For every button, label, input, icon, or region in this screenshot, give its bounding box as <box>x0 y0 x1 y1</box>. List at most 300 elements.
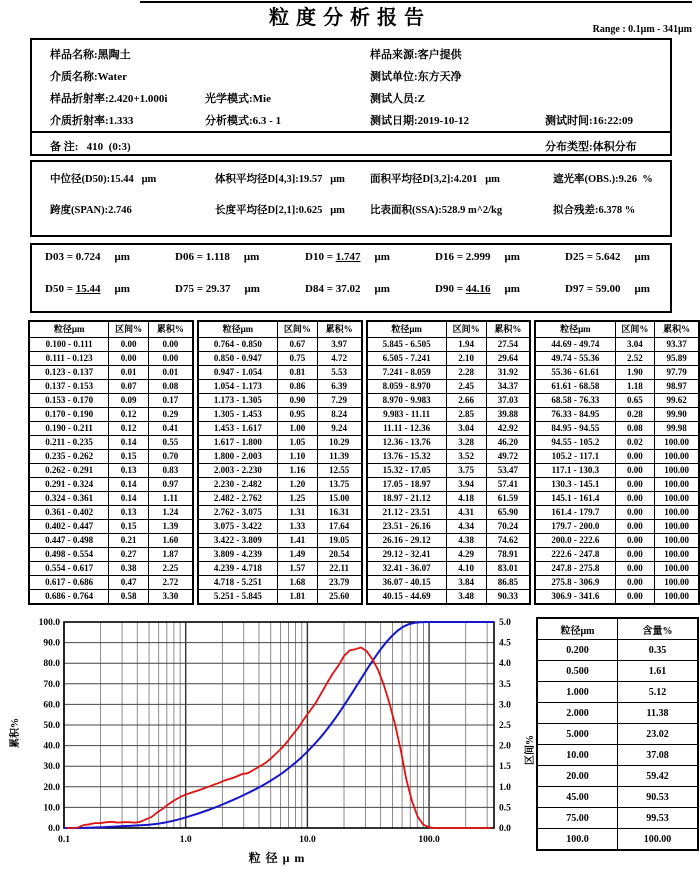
table-row <box>198 408 362 422</box>
field: 测试时间:16:22:09 <box>545 115 633 127</box>
axis-tick-label: 3.0 <box>499 700 511 711</box>
table-cell: 98.97 <box>655 380 699 394</box>
table-cell: 61.59 <box>486 492 530 506</box>
table-row <box>29 436 193 450</box>
field-row <box>32 65 670 87</box>
table-row <box>198 352 362 366</box>
table-cell: 0.262 - 0.291 <box>29 464 109 478</box>
d-number: 5.642 <box>595 251 621 263</box>
d-number: 44.16 <box>465 283 491 295</box>
table-row <box>29 590 193 605</box>
table-cell: 0.498 - 0.554 <box>29 548 109 562</box>
table-row <box>535 492 699 506</box>
table-cell: 117.1 - 130.3 <box>535 464 615 478</box>
table-header-cell: 粒径μm <box>198 321 278 338</box>
distribution-table <box>28 320 700 605</box>
table-row <box>535 366 699 380</box>
table-cell: 0.13 <box>109 464 149 478</box>
table-cell: 9.24 <box>317 422 361 436</box>
table-cell: 0.15 <box>109 450 149 464</box>
table-cell: 0.12 <box>109 422 149 436</box>
table-row <box>29 520 193 534</box>
table-cell: 100.00 <box>655 436 699 450</box>
table-cell: 0.15 <box>109 520 149 534</box>
d-number: 0.724 <box>75 251 101 263</box>
table-cell: 31.92 <box>486 366 530 380</box>
field: 跨度(SPAN):2.746 <box>50 205 132 216</box>
d-number: 1.747 <box>335 251 361 263</box>
d-row <box>32 248 670 280</box>
right-axis-label: 区间% <box>525 735 536 765</box>
table-cell: 0.38 <box>109 562 149 576</box>
d-unit: μm <box>374 283 390 295</box>
side-cell: 2.000 <box>537 703 618 724</box>
table-cell: 1.87 <box>149 548 193 562</box>
table-cell: 95.89 <box>655 352 699 366</box>
axis-tick-label: 80.0 <box>43 659 60 670</box>
table-cell: 4.31 <box>446 506 486 520</box>
side-cell: 59.42 <box>618 766 699 787</box>
table-cell: 0.90 <box>278 394 318 408</box>
table-cell: 0.554 - 0.617 <box>29 562 109 576</box>
table-cell: 100.00 <box>655 534 699 548</box>
table-cell: 222.6 - 247.8 <box>535 548 615 562</box>
table-cell: 7.29 <box>317 394 361 408</box>
axis-tick-label: 0.0 <box>499 824 511 834</box>
table-cell: 2.66 <box>446 394 486 408</box>
table-cell: 0.29 <box>149 408 193 422</box>
table-cell: 16.31 <box>317 506 361 520</box>
side-cell: 1.000 <box>537 682 618 703</box>
table-cell: 1.81 <box>278 590 318 605</box>
table-cell: 97.79 <box>655 366 699 380</box>
table-cell: 37.03 <box>486 394 530 408</box>
table-cell: 1.60 <box>149 534 193 548</box>
side-cell: 0.35 <box>618 640 699 661</box>
side-row <box>537 724 698 745</box>
table-row <box>367 506 531 520</box>
table-row <box>367 366 531 380</box>
field-row <box>32 87 670 109</box>
table-cell: 39.88 <box>486 408 530 422</box>
table-cell: 1.11 <box>149 492 193 506</box>
table-row <box>535 534 699 548</box>
table-header-cell: 累积% <box>655 321 699 338</box>
side-cell: 10.00 <box>537 745 618 766</box>
d-value: D25 = 5.642 μm <box>565 251 650 263</box>
table-cell: 11.39 <box>317 450 361 464</box>
side-cell: 20.00 <box>537 766 618 787</box>
field: 比表面积(SSA):528.9 m^2/kg <box>370 205 503 216</box>
sample-info-box <box>30 38 672 156</box>
table-cell: 1.20 <box>278 478 318 492</box>
table-cell: 2.72 <box>149 576 193 590</box>
table-cell: 0.764 - 0.850 <box>198 338 278 352</box>
table-row <box>535 464 699 478</box>
table-cell: 10.29 <box>317 436 361 450</box>
table-cell: 0.153 - 0.170 <box>29 394 109 408</box>
axis-tick-label: 0.1 <box>58 835 70 845</box>
d-value: D06 = 1.118 μm <box>175 251 260 263</box>
table-header-row <box>198 321 362 338</box>
table-cell: 3.04 <box>446 422 486 436</box>
table-cell: 11.11 - 12.36 <box>367 422 447 436</box>
table-cell: 145.1 - 161.4 <box>535 492 615 506</box>
table-cell: 83.01 <box>486 562 530 576</box>
table-cell: 306.9 - 341.6 <box>535 590 615 605</box>
table-cell: 99.62 <box>655 394 699 408</box>
field: 介质名称:Water <box>50 71 127 83</box>
table-header-cell: 区间% <box>615 321 655 338</box>
table-cell: 5.251 - 5.845 <box>198 590 278 605</box>
table-cell: 53.47 <box>486 464 530 478</box>
table-cell: 6.39 <box>317 380 361 394</box>
table-row <box>29 394 193 408</box>
table-cell: 0.123 - 0.137 <box>29 366 109 380</box>
table-cell: 29.12 - 32.41 <box>367 548 447 562</box>
axis-tick-label: 3.5 <box>499 679 511 690</box>
table-cell: 100.00 <box>655 450 699 464</box>
field-row <box>32 199 670 230</box>
d-unit: μm <box>504 283 520 295</box>
table-cell: 3.97 <box>317 338 361 352</box>
content-summary-table <box>536 617 699 851</box>
d-value: D16 = 2.999 μm <box>435 251 520 263</box>
d-value: D10 = 1.747 μm <box>305 251 390 263</box>
field: 长度平均径D[2,1]:0.625 μm <box>215 205 345 216</box>
field: 面积平均径D[3,2]:4.201 μm <box>370 174 500 185</box>
table-cell: 99.90 <box>655 408 699 422</box>
table-cell: 3.422 - 3.809 <box>198 534 278 548</box>
field: 中位径(D50):15.44 μm <box>50 174 157 185</box>
table-cell: 5.845 - 6.505 <box>367 338 447 352</box>
table-cell: 4.10 <box>446 562 486 576</box>
table-cell: 8.970 - 9.983 <box>367 394 447 408</box>
table-cell: 27.54 <box>486 338 530 352</box>
table-cell: 3.48 <box>446 590 486 605</box>
table-row <box>367 450 531 464</box>
field: 测试单位:东方天净 <box>370 71 462 83</box>
table-row <box>198 338 362 352</box>
table-cell: 161.4 - 179.7 <box>535 506 615 520</box>
table-cell: 0.00 <box>149 338 193 352</box>
table-row <box>535 590 699 605</box>
table-cell: 0.65 <box>615 394 655 408</box>
table-row <box>29 338 193 352</box>
table-cell: 49.72 <box>486 450 530 464</box>
table-cell: 0.41 <box>149 422 193 436</box>
table-cell: 2.003 - 2.230 <box>198 464 278 478</box>
table-cell: 1.305 - 1.453 <box>198 408 278 422</box>
table-cell: 0.00 <box>109 338 149 352</box>
field-row <box>32 168 670 199</box>
table-cell: 0.00 <box>615 562 655 576</box>
field: 分析模式:6.3 - 1 <box>205 115 282 127</box>
table-cell: 0.08 <box>615 422 655 436</box>
table-row <box>29 380 193 394</box>
table-row <box>535 422 699 436</box>
distribution-table-group <box>366 320 532 605</box>
table-cell: 26.16 - 29.12 <box>367 534 447 548</box>
table-cell: 0.07 <box>109 380 149 394</box>
axis-tick-label: 2.0 <box>499 741 511 752</box>
table-cell: 0.00 <box>615 548 655 562</box>
table-cell: 200.0 - 222.6 <box>535 534 615 548</box>
table-row <box>29 464 193 478</box>
table-cell: 20.54 <box>317 548 361 562</box>
table-header-cell: 累积% <box>486 321 530 338</box>
table-row <box>198 464 362 478</box>
distribution-table-group <box>534 320 700 605</box>
table-cell: 15.00 <box>317 492 361 506</box>
table-cell: 0.170 - 0.190 <box>29 408 109 422</box>
table-row <box>535 520 699 534</box>
table-row <box>367 464 531 478</box>
table-cell: 100.00 <box>655 548 699 562</box>
page-title: 粒度分析报告 <box>269 7 431 29</box>
table-cell: 3.75 <box>446 464 486 478</box>
side-cell: 37.08 <box>618 745 699 766</box>
d-unit: μm <box>374 251 390 263</box>
table-cell: 1.57 <box>278 562 318 576</box>
table-cell: 0.09 <box>109 394 149 408</box>
table-cell: 100.00 <box>655 492 699 506</box>
field: 样品折射率:2.420+1.000i <box>50 93 168 105</box>
table-cell: 1.800 - 2.003 <box>198 450 278 464</box>
table-cell: 61.61 - 68.58 <box>535 380 615 394</box>
table-row <box>29 352 193 366</box>
d-value: D84 = 37.02 μm <box>305 283 390 295</box>
axis-tick-label: 4.0 <box>499 659 511 670</box>
table-row <box>535 436 699 450</box>
table-row <box>367 408 531 422</box>
axis-tick-label: 90.0 <box>43 638 60 649</box>
table-header-row <box>367 321 531 338</box>
table-cell: 17.05 - 18.97 <box>367 478 447 492</box>
table-cell: 86.85 <box>486 576 530 590</box>
d-value: D90 = 44.16 μm <box>435 283 520 295</box>
table-cell: 49.74 - 55.36 <box>535 352 615 366</box>
table-header-cell: 累积% <box>149 321 193 338</box>
table-cell: 90.33 <box>486 590 530 605</box>
chart-svg <box>22 615 534 851</box>
table-cell: 100.00 <box>655 520 699 534</box>
table-row <box>367 478 531 492</box>
field: 介质折射率:1.333 <box>50 115 134 127</box>
side-cell: 5.12 <box>618 682 699 703</box>
table-cell: 0.58 <box>109 590 149 605</box>
table-row <box>535 506 699 520</box>
table-cell: 13.75 <box>317 478 361 492</box>
table-cell: 179.7 - 200.0 <box>535 520 615 534</box>
side-cell: 100.00 <box>618 829 699 851</box>
table-cell: 0.402 - 0.447 <box>29 520 109 534</box>
table-cell: 2.762 - 3.075 <box>198 506 278 520</box>
axis-tick-label: 100.0 <box>38 618 60 628</box>
axis-tick-label: 2.5 <box>499 721 511 731</box>
table-cell: 40.15 - 44.69 <box>367 590 447 605</box>
table-cell: 1.617 - 1.800 <box>198 436 278 450</box>
table-row <box>535 380 699 394</box>
table-row <box>367 380 531 394</box>
table-row <box>367 422 531 436</box>
table-cell: 1.173 - 1.305 <box>198 394 278 408</box>
field: 样品名称:黑陶土 <box>50 49 131 61</box>
table-cell: 13.76 - 15.32 <box>367 450 447 464</box>
table-cell: 29.64 <box>486 352 530 366</box>
table-row <box>198 520 362 534</box>
distribution-table-group <box>28 320 194 605</box>
axis-tick-label: 4.5 <box>499 638 511 649</box>
table-cell: 42.92 <box>486 422 530 436</box>
axis-tick-label: 0.5 <box>499 803 511 814</box>
table-cell: 1.68 <box>278 576 318 590</box>
distribution-chart <box>22 615 534 851</box>
table-cell: 0.686 - 0.764 <box>29 590 109 605</box>
table-row <box>198 450 362 464</box>
d-row <box>32 280 670 312</box>
table-cell: 0.14 <box>109 478 149 492</box>
side-row <box>537 661 698 682</box>
d-unit: μm <box>634 283 650 295</box>
table-cell: 0.70 <box>149 450 193 464</box>
table-cell: 1.05 <box>278 436 318 450</box>
table-cell: 23.79 <box>317 576 361 590</box>
table-cell: 8.24 <box>317 408 361 422</box>
d-value: D75 = 29.37 μm <box>175 283 260 295</box>
table-row <box>29 366 193 380</box>
table-cell: 0.21 <box>109 534 149 548</box>
table-cell: 1.49 <box>278 548 318 562</box>
table-cell: 1.39 <box>149 520 193 534</box>
table-row <box>29 422 193 436</box>
table-row <box>198 534 362 548</box>
side-cell: 75.00 <box>537 808 618 829</box>
table-cell: 9.983 - 11.11 <box>367 408 447 422</box>
table-cell: 0.01 <box>149 366 193 380</box>
table-cell: 7.241 - 8.059 <box>367 366 447 380</box>
table-cell: 130.3 - 145.1 <box>535 478 615 492</box>
table-cell: 1.10 <box>278 450 318 464</box>
table-cell: 0.00 <box>615 576 655 590</box>
table-header-cell: 区间% <box>109 321 149 338</box>
table-cell: 0.617 - 0.686 <box>29 576 109 590</box>
table-cell: 2.10 <box>446 352 486 366</box>
table-header-cell: 粒径μm <box>535 321 615 338</box>
interval-curve <box>67 648 491 829</box>
table-row <box>367 338 531 352</box>
table-row <box>198 590 362 605</box>
table-cell: 0.14 <box>109 436 149 450</box>
table-cell: 0.00 <box>109 352 149 366</box>
table-cell: 15.32 - 17.05 <box>367 464 447 478</box>
table-cell: 32.41 - 36.07 <box>367 562 447 576</box>
axis-tick-label: 20.0 <box>43 782 60 793</box>
table-cell: 0.00 <box>615 506 655 520</box>
d-number: 59.00 <box>595 283 621 295</box>
table-cell: 1.18 <box>615 380 655 394</box>
table-cell: 0.27 <box>109 548 149 562</box>
table-cell: 1.41 <box>278 534 318 548</box>
table-cell: 19.05 <box>317 534 361 548</box>
table-cell: 2.230 - 2.482 <box>198 478 278 492</box>
table-header-row <box>29 321 193 338</box>
table-cell: 0.211 - 0.235 <box>29 436 109 450</box>
d-value: D97 = 59.00 μm <box>565 283 650 295</box>
d-value: D03 = 0.724 μm <box>45 251 130 263</box>
table-cell: 0.00 <box>615 478 655 492</box>
d-unit: μm <box>244 283 260 295</box>
table-cell: 0.00 <box>615 534 655 548</box>
table-cell: 4.29 <box>446 548 486 562</box>
table-cell: 0.361 - 0.402 <box>29 506 109 520</box>
side-row <box>537 682 698 703</box>
table-cell: 0.00 <box>615 520 655 534</box>
table-cell: 100.00 <box>655 590 699 605</box>
field: 拟合残差:6.378 % <box>553 205 636 216</box>
table-cell: 4.38 <box>446 534 486 548</box>
field-row <box>32 43 670 65</box>
range-label: Range : 0.1μm - 341μm <box>592 24 692 35</box>
table-cell: 105.2 - 117.1 <box>535 450 615 464</box>
table-cell: 0.81 <box>278 366 318 380</box>
side-cell: 5.000 <box>537 724 618 745</box>
table-cell: 0.75 <box>278 352 318 366</box>
table-cell: 0.02 <box>615 436 655 450</box>
axis-tick-label: 50.0 <box>43 721 60 731</box>
table-row <box>198 436 362 450</box>
table-row <box>535 450 699 464</box>
side-row <box>537 703 698 724</box>
side-row <box>537 808 698 829</box>
side-header-cell: 粒径μm <box>537 618 618 640</box>
table-cell: 23.51 - 26.16 <box>367 520 447 534</box>
table-cell: 25.60 <box>317 590 361 605</box>
table-cell: 1.24 <box>149 506 193 520</box>
table-cell: 0.08 <box>149 380 193 394</box>
table-row <box>198 492 362 506</box>
table-cell: 84.95 - 94.55 <box>535 422 615 436</box>
table-cell: 100.00 <box>655 478 699 492</box>
table-row <box>367 436 531 450</box>
table-cell: 0.111 - 0.123 <box>29 352 109 366</box>
side-cell: 90.53 <box>618 787 699 808</box>
table-row <box>198 478 362 492</box>
table-cell: 2.85 <box>446 408 486 422</box>
table-cell: 0.12 <box>109 408 149 422</box>
table-cell: 36.07 - 40.15 <box>367 576 447 590</box>
table-header-cell: 区间% <box>278 321 318 338</box>
field-row <box>32 109 670 131</box>
table-row <box>198 548 362 562</box>
table-cell: 247.8 - 275.8 <box>535 562 615 576</box>
side-cell: 0.200 <box>537 640 618 661</box>
table-row <box>367 576 531 590</box>
table-cell: 12.55 <box>317 464 361 478</box>
table-cell: 3.94 <box>446 478 486 492</box>
table-cell: 6.505 - 7.241 <box>367 352 447 366</box>
table-row <box>535 562 699 576</box>
table-cell: 70.24 <box>486 520 530 534</box>
table-cell: 2.52 <box>615 352 655 366</box>
table-cell: 3.28 <box>446 436 486 450</box>
table-cell: 275.8 - 306.9 <box>535 576 615 590</box>
field: 体积平均径D[4,3]:19.57 μm <box>215 174 345 185</box>
axis-tick-label: 1.5 <box>499 762 511 773</box>
axis-tick-label: 100.0 <box>418 835 440 845</box>
table-cell: 2.482 - 2.762 <box>198 492 278 506</box>
table-cell: 100.00 <box>655 464 699 478</box>
